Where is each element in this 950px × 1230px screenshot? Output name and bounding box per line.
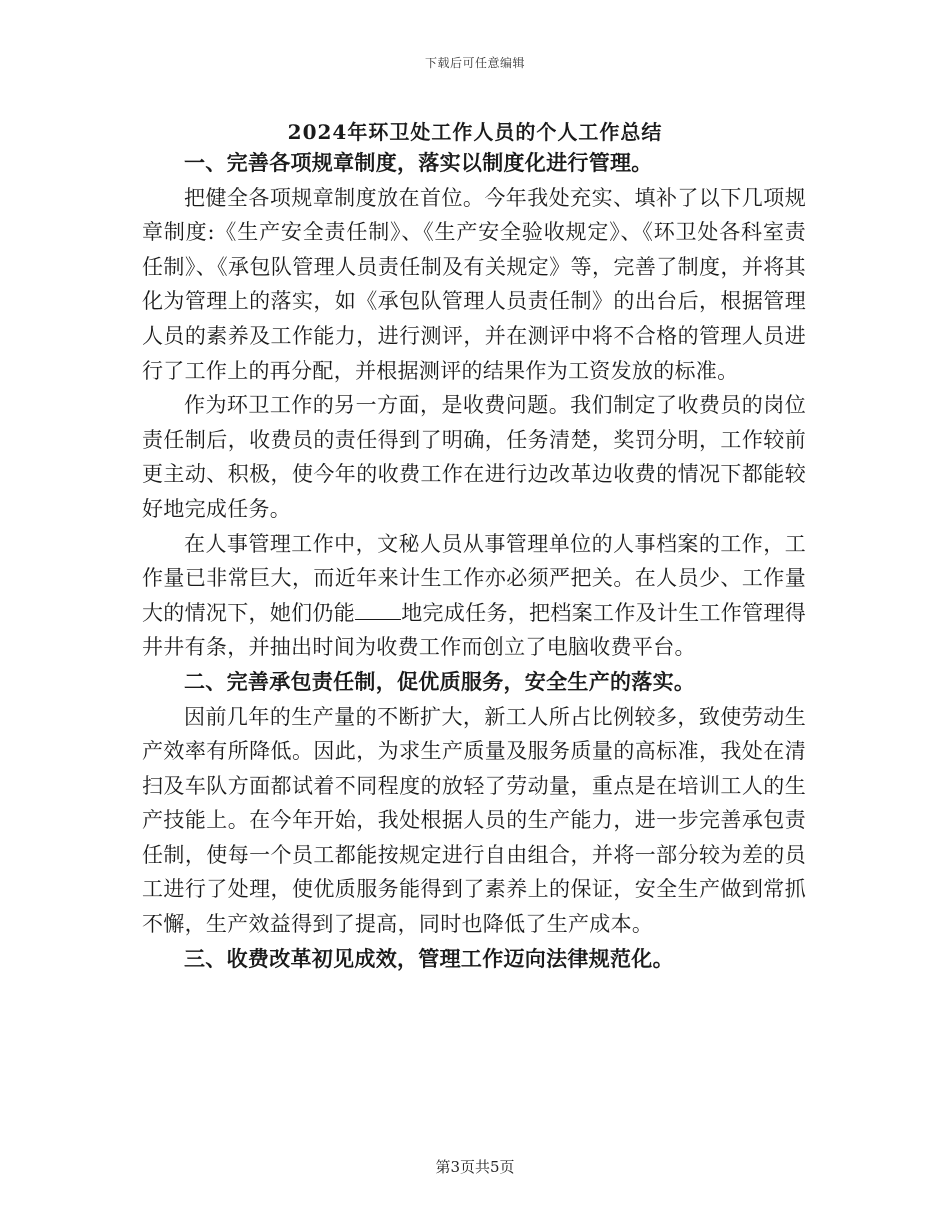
page-number-footer: 第3页共5页 xyxy=(435,1158,515,1176)
section-1-paragraph-3 xyxy=(142,527,806,665)
section-2-paragraph-1: 因前几年的生产量的不断扩大，新工人所占比例较多，致使劳动生产效率有所降低。因此，为求生产质量及服务质量的高标准，我处在清扫及车队方面都试着不同程度的放轻了劳动量，重点是在培训工人的生产技能上。在今年开始，我处根据人员的生产能力，进一步完善承包责任制，使每一个员工都能按规定进行自由组合，并将一部分较为差的员工进行了处理，使优质服务能得到了素养上的保证，安全生产做到常抓不懈，生产效益得到了提高，同时也降低了生产成本。 xyxy=(142,704,806,937)
document-body xyxy=(142,146,806,976)
section-1-paragraph-1: 把健全各项规章制度放在首位。今年我处充实、填补了以下几项规章制度:《生产安全责任制》、《生产安全验收规定》、《环卫处各科室责任制》、《承包队管理人员责任制及有关规定》等，完善了制度，并将其化为管理上的落实，如《承包队管理人员责任制》的出台后，根据管理人员的素养及工作能力，进行测评，并在测评中将不合格的管理人员进行了工作上的再分配，并根据测评的结果作为工资发放的标准。 xyxy=(142,185,806,383)
paragraph-3-text-after-blank: 地完成任务，把档案工作及计生工作管理得井井有条，并抽出时间为收费工作而创立了电脑收费平台。 xyxy=(142,600,807,660)
fill-in-blank xyxy=(355,598,401,620)
section-3-heading: 三、收费改革初见成效，管理工作迈向法律规范化。 xyxy=(184,945,674,971)
page-header-note: 下载后可任意编辑 xyxy=(424,56,525,70)
section-2-heading: 二、完善承包责任制，促优质服务，安全生产的落实。 xyxy=(184,668,696,694)
document-title: 2024年环卫处工作人员的个人工作总结 xyxy=(287,120,663,144)
section-1-heading: 一、完善各项规章制度，落实以制度化进行管理。 xyxy=(184,150,653,175)
paragraph-3-text-before-blank: 在人事管理工作中，文秘人员从事管理单位的人事档案的工作，工作量已非常巨大，而近年来计生工作亦必须严把关。在人员少、工作量大的情况下，她们仍能 xyxy=(142,531,806,625)
section-1-paragraph-2: 作为环卫工作的另一方面，是收费问题。我们制定了收费员的岗位责任制后，收费员的责任得到了明确，任务清楚，奖罚分明，工作较前更主动、积极，使今年的收费工作在进行边改革边收费的情况下都能较好地完成任务。 xyxy=(142,393,806,521)
